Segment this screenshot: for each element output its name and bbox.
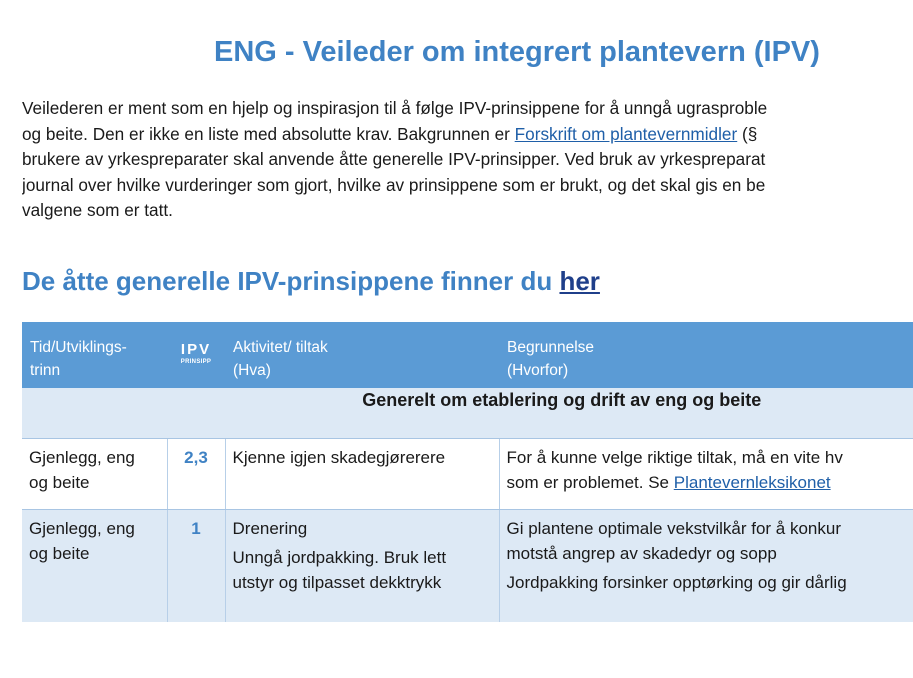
intro-line: Veilederen er ment som en hjelp og inspirasjon til å følge IPV-prinsippene for å unngå ugrasproble bbox=[22, 98, 768, 118]
section-row bbox=[22, 388, 913, 439]
cell-aktivitet: Kjenne igjen skadegjørerere bbox=[225, 439, 499, 510]
table-row bbox=[22, 439, 913, 510]
table-row bbox=[22, 510, 913, 623]
intro-text: og beite. Den er ikke en liste med absolutte krav. Bakgrunnen er bbox=[22, 123, 515, 144]
header-begrunnelse: Begrunnelse (Hvorfor) bbox=[499, 322, 913, 388]
cell-begrunnelse: For å kunne velge riktige tiltak, må en vite hv som er problemet. Se Plantevernleksikonet bbox=[499, 439, 913, 510]
ipv-table-container bbox=[22, 322, 913, 622]
cell-aktivitet: Drenering Unngå jordpakking. Bruk lett utstyr og tilpasset dekktrykk bbox=[225, 510, 499, 623]
cell-tid: Gjenlegg, eng og beite bbox=[22, 510, 167, 623]
cell-ipv: 1 bbox=[167, 510, 225, 623]
intro-line: valgene som er tatt. bbox=[22, 200, 173, 220]
intro-text: (§ bbox=[737, 123, 758, 144]
her-link[interactable]: her bbox=[559, 266, 600, 296]
ipv-table bbox=[22, 322, 913, 622]
cell-begrunnelse: Gi plantene optimale vekstvilkår for å konkur motstå angrep av skadedyr og sopp Jordpakking forsinker opptørking og gir dårlig bbox=[499, 510, 913, 623]
intro-paragraph bbox=[22, 96, 913, 224]
header-aktivitet: Aktivitet/ tiltak (Hva) bbox=[225, 322, 499, 388]
intro-line: journal over hvilke vurderinger som gjort, hvilke av prinsippene som er brukt, og det skal gis en be bbox=[22, 174, 766, 195]
header-ipv: IPV PRINSIPP bbox=[167, 322, 225, 388]
section-heading bbox=[22, 266, 600, 297]
cell-ipv: 2,3 bbox=[167, 439, 225, 510]
intro-line: brukere av yrkespreparater skal anvende åtte generelle IPV-prinsipper. Ved bruk av yrkespreparat bbox=[22, 149, 766, 169]
plantevernleksikonet-link[interactable]: Plantevernleksikonet bbox=[673, 473, 831, 492]
table-header-row bbox=[22, 322, 913, 388]
section-heading-text: De åtte generelle IPV-prinsippene finner du bbox=[22, 266, 560, 296]
header-tid: Tid/Utviklings- trinn bbox=[22, 322, 167, 388]
cell-tid: Gjenlegg, eng og beite bbox=[22, 439, 167, 510]
forskrift-link[interactable]: Forskrift om plantevernmidler bbox=[514, 123, 738, 144]
page-title: ENG - Veileder om integrert plantevern (IPV) bbox=[214, 36, 820, 68]
section-title: Generelt om etablering og drift av eng og beite bbox=[22, 388, 913, 439]
intro-line bbox=[22, 122, 913, 148]
